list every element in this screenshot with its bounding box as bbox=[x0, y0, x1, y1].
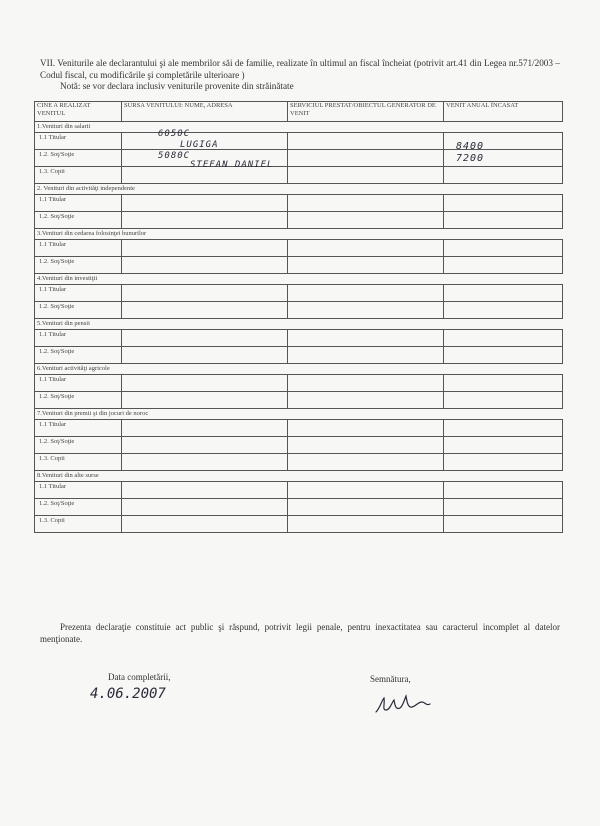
row-label: 1.2. Soţ/Soţie bbox=[35, 302, 122, 319]
row-label: 1.2. Soţ/Soţie bbox=[35, 150, 122, 167]
income-table bbox=[34, 101, 563, 533]
section-row bbox=[35, 184, 563, 195]
row-label: 1.1 Titular bbox=[35, 240, 122, 257]
row-label: 1.1 Titular bbox=[35, 195, 122, 212]
row-label: 1.2. Soţ/Soţie bbox=[35, 499, 122, 516]
table-row bbox=[35, 482, 563, 499]
table-body bbox=[35, 122, 563, 533]
handwritten-spouse-income: 7200 bbox=[456, 153, 485, 164]
service-cell bbox=[288, 285, 444, 302]
table-row bbox=[35, 302, 563, 319]
income-cell bbox=[444, 375, 563, 392]
table-row bbox=[35, 212, 563, 229]
table-row bbox=[35, 499, 563, 516]
row-label: 1.2. Soţ/Soţie bbox=[35, 257, 122, 274]
table-row bbox=[35, 420, 563, 437]
statement-text: Prezenta declaraţie constituie act public şi răspund, potrivit legii penale, pentru inexactitatea sau caracterul incomplet al datelor menţionate. bbox=[40, 622, 560, 644]
handwritten-spouse-code: 5080C bbox=[158, 151, 191, 161]
table-row bbox=[35, 330, 563, 347]
service-cell bbox=[288, 195, 444, 212]
row-label: 1.2. Soţ/Soţie bbox=[35, 347, 122, 364]
source-cell bbox=[122, 240, 288, 257]
section-title: 5.Venituri din pensii bbox=[35, 319, 563, 330]
section-title: 4.Venituri din investiţii bbox=[35, 274, 563, 285]
source-cell bbox=[122, 302, 288, 319]
handwritten-titular-name: LUGIGA bbox=[180, 140, 219, 150]
income-cell bbox=[444, 330, 563, 347]
row-label: 1.1 Titular bbox=[35, 375, 122, 392]
source-cell bbox=[122, 212, 288, 229]
source-cell bbox=[122, 285, 288, 302]
section-title: 7.Venituri din premii şi din jocuri de noroc bbox=[35, 409, 563, 420]
table-row bbox=[35, 285, 563, 302]
source-cell bbox=[122, 420, 288, 437]
source-cell bbox=[122, 454, 288, 471]
signature-label: Semnătura, bbox=[370, 674, 411, 684]
income-cell bbox=[444, 285, 563, 302]
service-cell bbox=[288, 499, 444, 516]
income-cell bbox=[444, 212, 563, 229]
heading-text: VII. Veniturile ale declarantului şi ale membrilor săi de familie, realizate în ultimul an fiscal încheiat (potrivit art.41 din Legea nr.571/2003 – Codul fiscal, cu modificările şi completările ulterioare ) bbox=[40, 58, 560, 80]
section-title: 1.Venituri din salarii bbox=[35, 122, 563, 133]
table-row bbox=[35, 347, 563, 364]
row-label: 1.1 Titular bbox=[35, 482, 122, 499]
service-cell bbox=[288, 347, 444, 364]
income-cell bbox=[444, 195, 563, 212]
source-cell bbox=[122, 195, 288, 212]
source-cell bbox=[122, 482, 288, 499]
service-cell bbox=[288, 437, 444, 454]
row-label: 1.1 Titular bbox=[35, 285, 122, 302]
handwritten-spouse-name: STEFAN DANIEL bbox=[190, 160, 274, 170]
row-label: 1.2. Soţ/Soţie bbox=[35, 437, 122, 454]
income-cell bbox=[444, 302, 563, 319]
section-title: 3.Venituri din cedarea folosinţei bunurilor bbox=[35, 229, 563, 240]
col-header-who: CINE A REALIZAT VENITUL bbox=[35, 102, 122, 122]
section-title: 2. Venituri din activităţi independente bbox=[35, 184, 563, 195]
table-row bbox=[35, 516, 563, 533]
income-cell bbox=[444, 167, 563, 184]
section-row bbox=[35, 229, 563, 240]
table-row bbox=[35, 375, 563, 392]
row-label: 1.1 Titular bbox=[35, 133, 122, 150]
service-cell bbox=[288, 240, 444, 257]
source-cell bbox=[122, 257, 288, 274]
service-cell bbox=[288, 375, 444, 392]
source-cell bbox=[122, 516, 288, 533]
table-row bbox=[35, 437, 563, 454]
income-cell bbox=[444, 482, 563, 499]
footer-statement bbox=[40, 622, 560, 645]
service-cell bbox=[288, 257, 444, 274]
table-row bbox=[35, 167, 563, 184]
source-cell bbox=[122, 347, 288, 364]
income-cell bbox=[444, 454, 563, 471]
income-cell bbox=[444, 392, 563, 409]
service-cell bbox=[288, 420, 444, 437]
row-label: 1.1 Titular bbox=[35, 420, 122, 437]
source-cell bbox=[122, 375, 288, 392]
income-cell bbox=[444, 499, 563, 516]
handwritten-signature bbox=[372, 690, 434, 716]
service-cell bbox=[288, 392, 444, 409]
table-row bbox=[35, 392, 563, 409]
table-header-row bbox=[35, 102, 563, 122]
service-cell bbox=[288, 330, 444, 347]
source-cell bbox=[122, 499, 288, 516]
income-cell bbox=[444, 420, 563, 437]
row-label: 1.1 Titular bbox=[35, 330, 122, 347]
income-cell bbox=[444, 240, 563, 257]
section-row bbox=[35, 274, 563, 285]
row-label: 1.2. Soţ/Soţie bbox=[35, 392, 122, 409]
col-header-service: SERVICIUL PRESTAT/OBIECTUL GENERATOR DE VENIT bbox=[288, 102, 444, 122]
row-label: 1.3. Copii bbox=[35, 516, 122, 533]
col-header-source: SURSA VENITULUI: NUME, ADRESA bbox=[122, 102, 288, 122]
section-row bbox=[35, 364, 563, 375]
col-header-income: VENIT ANUAL ÎNCASAT bbox=[444, 102, 563, 122]
table-row bbox=[35, 195, 563, 212]
section-row bbox=[35, 122, 563, 133]
source-cell bbox=[122, 437, 288, 454]
handwritten-titular-code: 6050C bbox=[158, 129, 191, 139]
row-label: 1.2. Soţ/Soţie bbox=[35, 212, 122, 229]
service-cell bbox=[288, 150, 444, 167]
income-cell bbox=[444, 347, 563, 364]
service-cell bbox=[288, 167, 444, 184]
income-cell bbox=[444, 437, 563, 454]
service-cell bbox=[288, 516, 444, 533]
income-cell bbox=[444, 516, 563, 533]
table-row bbox=[35, 257, 563, 274]
source-cell bbox=[122, 392, 288, 409]
handwritten-titular-income: 8400 bbox=[456, 141, 485, 152]
row-label: 1.3. Copii bbox=[35, 167, 122, 184]
service-cell bbox=[288, 454, 444, 471]
table-row bbox=[35, 454, 563, 471]
service-cell bbox=[288, 302, 444, 319]
table-row bbox=[35, 240, 563, 257]
section-row bbox=[35, 319, 563, 330]
heading-note: Notă: se vor declara inclusiv veniturile provenite din străinătate bbox=[60, 81, 294, 91]
section-row bbox=[35, 471, 563, 482]
service-cell bbox=[288, 133, 444, 150]
date-label: Data completării, bbox=[108, 672, 171, 682]
service-cell bbox=[288, 212, 444, 229]
source-cell bbox=[122, 330, 288, 347]
section-title: 6.Venituri activităţi agricole bbox=[35, 364, 563, 375]
date-value: 4.06.2007 bbox=[90, 686, 166, 702]
section-title: 8.Venituri din alte surse bbox=[35, 471, 563, 482]
section-heading bbox=[40, 58, 560, 93]
section-row bbox=[35, 409, 563, 420]
row-label: 1.3. Copii bbox=[35, 454, 122, 471]
service-cell bbox=[288, 482, 444, 499]
income-cell bbox=[444, 257, 563, 274]
